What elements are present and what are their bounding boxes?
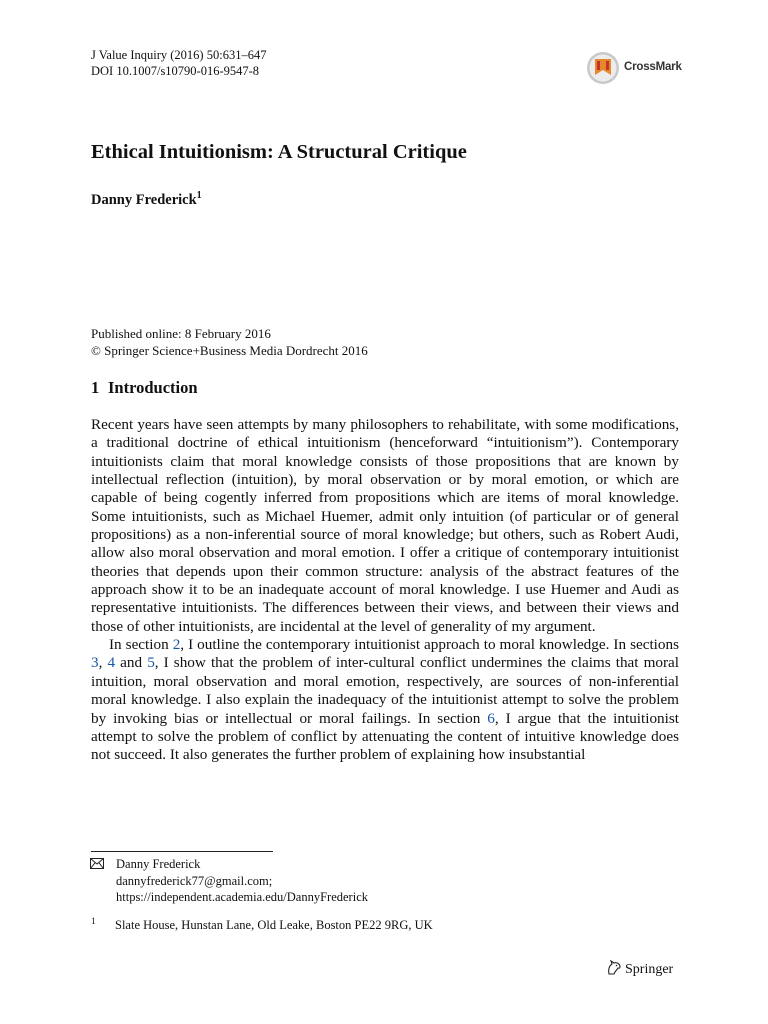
section-ref-link[interactable]: 3 [91,654,99,672]
published-online: Published online: 8 February 2016 [91,326,271,341]
publisher-name: Springer [625,962,674,977]
contact-name: Danny Frederick [116,857,201,871]
publisher-logo [606,959,673,979]
footnote-text: Slate House, Hunstan Lane, Old Leake, Boston PE22 9RG, UK [115,918,433,932]
envelope-icon [90,858,104,869]
correspondence-note [91,856,368,906]
text-run: In section [109,636,173,654]
footnote-divider [91,851,273,852]
paragraph [91,636,679,764]
footnote-mark: 1 [91,917,96,927]
text-run: , I argue that the intuitionist attempt to solve the problem of conflict by attenuating the content of intuitive knowledge does not succeed. It also generates the further problem of explaining how insubstantial [91,709,679,764]
text-run: , I show that the problem of inter-cultural conflict undermines the claims that moral intuition, moral observation and moral emotion, respectively, are sources of non-inferential moral knowledge. I also explain the inadequacy of the intuitionist attempt to solve the problem by invoking bias or intellectual or moral failings. In section [91,654,680,727]
journal-header [91,47,266,79]
paragraph: Recent years have seen attempts by many philosophers to rehabilitate, with some modifications, a traditional doctrine of ethical intuitionism (henceforward “intuitionism”). Contemporary intuitionists claim that moral knowledge consists of those propositions that are known by intellectual reflection (intuition), by moral observation or by moral emotion, or which are capable of being cogently inferred from propositions which are items of moral knowledge. Some intuitionists, such as Michael Huemer, admit only intuition (of particular or of general propositions) as a non-inferential source of moral knowledge; but others, such as Robert Audi, allow also moral observation and moral emotion. I offer a critique of contemporary intuitionist theories that depends upon their common structure: analysis of the abstract features of the approach show it to be an inadequate account of moral knowledge. I use Huemer and Audi as representative intuitionists. The differences between their views, and between their views and those of other intuitionists, are incidental at the level of generality of my argument. [91,416,679,635]
section-heading [91,378,198,398]
crossmark-icon [586,51,620,85]
article-title: Ethical Intuitionism: A Structural Critique [91,141,467,163]
text-run: , I outline the contemporary intuitionist approach to moral knowledge. In sections [180,636,679,654]
journal-citation: J Value Inquiry (2016) 50:631–647 [91,48,267,62]
publication-info [91,326,368,359]
doi[interactable]: DOI 10.1007/s10790-016-9547-8 [91,64,260,78]
footnote [91,917,433,933]
section-title: Introduction [108,378,198,397]
springer-horse-icon [606,959,622,976]
section-ref-link[interactable]: 4 [107,654,116,672]
text-run: , [98,654,108,672]
section-number: 1 [91,378,100,397]
copyright-line: © Springer Science+Business Media Dordrecht 2016 [91,342,368,358]
body-text [91,416,679,765]
contact-url[interactable]: https://independent.academia.edu/DannyFrederick [116,890,368,904]
author-line [91,186,202,210]
text-run: and [115,654,148,672]
crossmark-label: CrossMark [624,61,682,73]
contact-email[interactable]: dannyfrederick77@gmail.com; [116,873,273,888]
author-affiliation-mark: 1 [196,190,202,201]
crossmark-badge[interactable] [586,51,696,85]
section-ref-link[interactable]: 2 [172,636,181,654]
section-ref-link[interactable]: 5 [147,654,155,672]
section-ref-link[interactable]: 6 [487,709,495,727]
author-name: Danny Frederick [91,191,197,208]
